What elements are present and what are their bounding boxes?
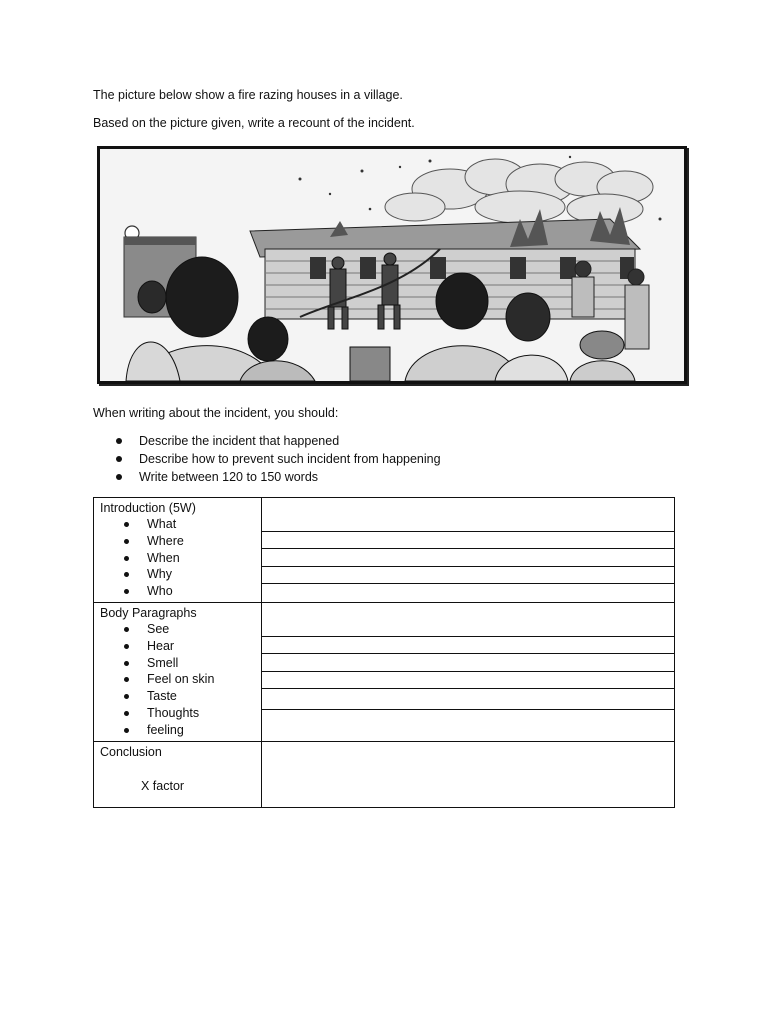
writing-line[interactable] — [262, 549, 674, 567]
writing-line[interactable] — [262, 689, 674, 710]
body-writing-area[interactable] — [262, 602, 675, 741]
introduction-writing-area[interactable] — [262, 498, 675, 603]
fire-village-illustration — [97, 146, 687, 384]
guidance-bullet-list — [93, 433, 441, 487]
guidance-bullet: Write between 120 to 150 words — [93, 469, 441, 487]
writing-line[interactable] — [262, 498, 674, 532]
writing-line[interactable] — [262, 567, 674, 584]
x-factor-note: X factor — [141, 778, 185, 793]
instruction-line-1: The picture below show a fire razing houses in a village. — [93, 88, 403, 102]
body-label-cell — [94, 602, 262, 741]
guidance-bullet: Describe how to prevent such incident from happening — [93, 451, 441, 469]
guidance-bullet: Describe the incident that happened — [93, 433, 441, 451]
introduction-item: Why — [100, 566, 255, 583]
writing-line[interactable] — [262, 672, 674, 689]
body-item: Thoughts — [100, 705, 255, 722]
guidance-heading: When writing about the incident, you should: — [93, 406, 339, 420]
introduction-row — [94, 498, 675, 603]
writing-line[interactable] — [262, 584, 674, 602]
introduction-item: What — [100, 516, 255, 533]
introduction-title: Introduction (5W) — [100, 501, 196, 515]
writing-line[interactable] — [262, 603, 674, 637]
essay-planner-table — [93, 497, 675, 808]
body-item: feeling — [100, 722, 255, 739]
body-item: Smell — [100, 655, 255, 672]
body-row — [94, 602, 675, 741]
writing-line[interactable] — [262, 654, 674, 672]
body-title: Body Paragraphs — [100, 605, 197, 620]
body-item: Taste — [100, 688, 255, 705]
introduction-item: Who — [100, 583, 255, 600]
conclusion-writing-area[interactable] — [262, 741, 675, 807]
conclusion-row — [94, 741, 675, 807]
introduction-label-cell — [94, 498, 262, 603]
conclusion-title: Conclusion — [100, 744, 162, 759]
fire-scene-drawing — [100, 149, 684, 381]
body-list — [100, 621, 255, 739]
body-item: See — [100, 621, 255, 638]
body-item: Feel on skin — [100, 671, 255, 688]
introduction-item: Where — [100, 533, 255, 550]
introduction-list — [100, 516, 255, 600]
body-item: Hear — [100, 638, 255, 655]
writing-line[interactable] — [262, 637, 674, 654]
conclusion-label-cell — [94, 741, 262, 807]
introduction-item: When — [100, 550, 255, 567]
instruction-line-2: Based on the picture given, write a recount of the incident. — [93, 116, 415, 130]
writing-line[interactable] — [262, 532, 674, 549]
writing-line[interactable] — [262, 710, 674, 741]
